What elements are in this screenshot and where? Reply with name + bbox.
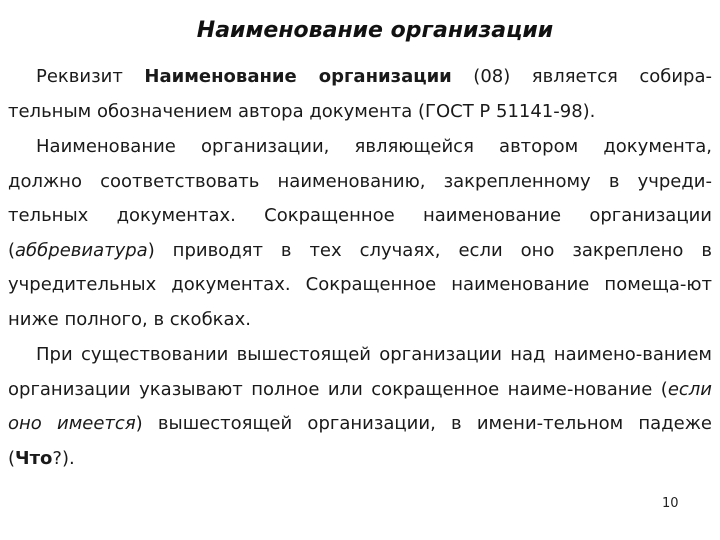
p3-italic-term: если оно имеется xyxy=(8,378,712,434)
p1-text-2: (08) является собира-тельным обозначением автора документа (ГОСТ Р 51141-98). xyxy=(8,66,712,122)
paragraph-1 xyxy=(8,60,712,129)
slide-body xyxy=(8,60,712,477)
slide-title: Наименование организации xyxy=(196,18,554,43)
paragraph-2 xyxy=(8,130,712,337)
p2-text-2: ) приводят в тех случаях, если оно закреплено в учредительных документах. Сокращенное наименование помеща-ют ниже полного, в скобках. xyxy=(8,239,712,330)
p3-text-2: ) вышестоящей организации, в имени-тельном падеже ( xyxy=(8,413,713,469)
p1-text-1: Реквизит xyxy=(36,66,145,87)
p2-text-1: Наименование организации, являющейся автором документа, должно соответствовать наименованию, закрепленному в учреди-тельных документах. Сокращенное наименование организации ( xyxy=(8,136,712,261)
page-number: 10 xyxy=(662,496,679,511)
p3-text-3: ?). xyxy=(52,447,75,469)
paragraph-3 xyxy=(8,338,712,476)
p3-bold-term: Что xyxy=(15,447,53,469)
p1-bold-term: Наименование организации xyxy=(144,66,452,87)
p2-italic-term: аббревиатура xyxy=(15,239,148,261)
p3-text-1: При существовании вышестоящей организации над наимено-ванием организации указывают полное или сокращенное наиме-нование ( xyxy=(8,344,712,400)
